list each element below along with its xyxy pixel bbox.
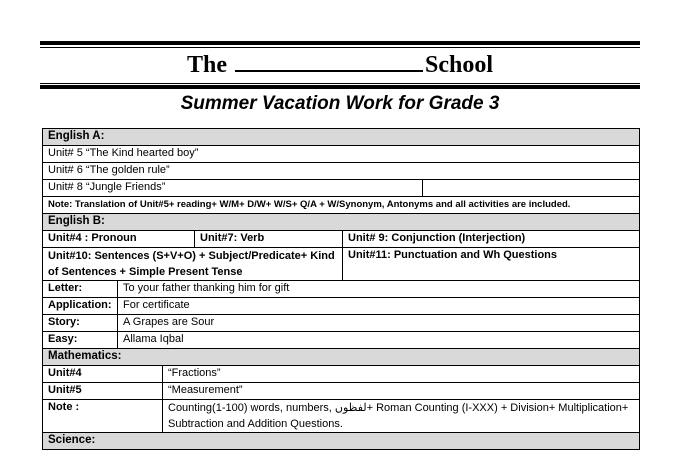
english-a-row <box>43 163 640 180</box>
english-b-item-row <box>43 281 640 298</box>
essay-label: Easy: <box>43 332 118 349</box>
school-name-blank <box>235 50 423 72</box>
story-value: A Grapes are Sour <box>118 315 640 332</box>
english-b-units-row <box>43 231 640 248</box>
english-a-heading: English A: <box>43 129 640 146</box>
science-heading: Science: <box>43 433 640 450</box>
vacation-work-table <box>42 128 640 450</box>
math-note-value: Counting(1-100) words, numbers, لفظوں+ Roman Counting (I-XXX) + Division+ Multiplication+ Subtraction and Addition Questions. <box>163 400 640 433</box>
english-a-heading-row <box>43 129 640 146</box>
title-rule-thin <box>40 83 640 84</box>
math-unit-5-label: Unit#5 <box>43 383 163 400</box>
english-a-row <box>43 180 640 197</box>
mathematics-heading-row <box>43 349 640 366</box>
essay-value: Allama Iqbal <box>118 332 640 349</box>
application-label: Application: <box>43 298 118 315</box>
english-b-unit-9: Unit# 9: Conjunction (Interjection) <box>343 231 640 248</box>
title-prefix: The <box>186 52 227 78</box>
science-heading-row <box>43 433 640 450</box>
page-title <box>40 50 640 80</box>
page-subtitle: Summer Vacation Work for Grade 3 <box>180 93 500 114</box>
math-note-label: Note : <box>43 400 163 433</box>
math-unit-4-label: Unit#4 <box>43 366 163 383</box>
math-unit-4-value: “Fractions” <box>163 366 640 383</box>
mathematics-item-row <box>43 366 640 383</box>
title-rule-thick <box>40 85 640 89</box>
mathematics-item-row <box>43 383 640 400</box>
top-rule-thick <box>40 41 640 45</box>
english-a-unit-5: Unit# 5 “The Kind hearted boy” <box>43 146 640 163</box>
english-b-heading-row <box>43 214 640 231</box>
english-b-unit-10: Unit#10: Sentences (S+V+O) + Subject/Predicate+ Kind of Sentences + Simple Present Tense <box>43 248 343 281</box>
mathematics-note-row <box>43 400 640 433</box>
top-rule-thin <box>40 47 640 48</box>
english-a-unit-8: Unit# 8 “Jungle Friends” <box>43 180 423 197</box>
english-b-units-row-2 <box>43 248 640 281</box>
english-a-row <box>43 146 640 163</box>
story-label: Story: <box>43 315 118 332</box>
english-a-empty-cell <box>423 180 640 197</box>
english-b-unit-4: Unit#4 : Pronoun <box>43 231 195 248</box>
english-a-note: Note: Translation of Unit#5+ reading+ W/M+ D/W+ W/S+ Q/A + W/Synonym, Antonyms and all activities are included. <box>43 197 640 214</box>
title-suffix: School <box>425 52 494 78</box>
application-value: For certificate <box>118 298 640 315</box>
english-b-unit-11: Unit#11: Punctuation and Wh Questions <box>343 248 640 281</box>
letter-label: Letter: <box>43 281 118 298</box>
english-b-unit-7: Unit#7: Verb <box>195 231 343 248</box>
math-unit-5-value: “Measurement” <box>163 383 640 400</box>
mathematics-heading: Mathematics: <box>43 349 640 366</box>
english-b-heading: English B: <box>43 214 640 231</box>
english-b-item-row <box>43 332 640 349</box>
letter-value: To your father thanking him for gift <box>118 281 640 298</box>
english-a-note-row <box>43 197 640 214</box>
english-b-item-row <box>43 298 640 315</box>
english-a-unit-6: Unit# 6 “The golden rule” <box>43 163 640 180</box>
english-b-item-row <box>43 315 640 332</box>
